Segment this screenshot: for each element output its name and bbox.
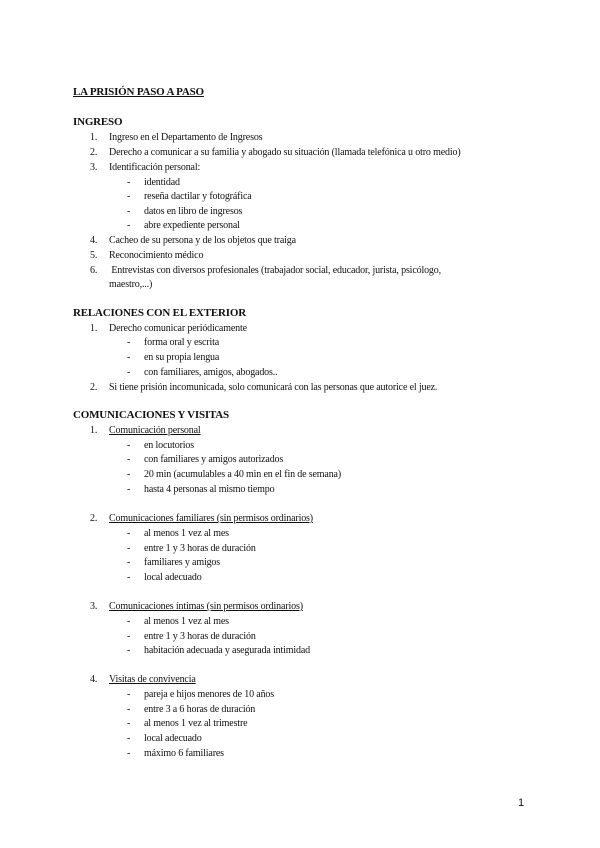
sub-item-text: local adecuado — [144, 572, 202, 583]
item-text: Ingreso en el Departamento de Ingresos — [109, 132, 263, 143]
sub-item-text: reseña dactilar y fotográfica — [144, 191, 252, 202]
dash-bullet: - — [127, 631, 131, 642]
item-number: 4. — [90, 235, 98, 246]
item-text: Si tiene prisión incomunicada, solo comunicará con las personas que autorice el juez. — [109, 382, 438, 393]
item-text: Derecho a comunicar a su familia y abogado su situación (llamada telefónica u otro medio) — [109, 147, 461, 158]
item-number: 5. — [90, 250, 98, 261]
item-text: Visitas de convivencia — [109, 674, 196, 685]
sub-item-text: máximo 6 familiares — [144, 748, 224, 759]
sub-item-text: identidad — [144, 177, 180, 188]
sub-item-text: 20 min (acumulables a 40 min en el fin de semana) — [144, 469, 342, 480]
dash-bullet: - — [127, 352, 131, 363]
item-number: 1. — [90, 425, 98, 436]
item-number: 2. — [90, 382, 98, 393]
sub-item-text: habitación adecuada y asegurada intimidad — [144, 645, 310, 656]
page-number: 1 — [518, 797, 525, 809]
item-text: Reconocimiento médico — [109, 250, 204, 261]
sub-item-text: local adecuado — [144, 733, 202, 744]
sub-item-text: en su propia lengua — [144, 352, 220, 363]
dash-bullet: - — [127, 748, 131, 759]
sub-item-text: pareja e hijos menores de 10 años — [144, 689, 275, 700]
document-title: LA PRISIÓN PASO A PASO — [73, 86, 204, 98]
item-text: Comunicación personal — [109, 425, 201, 436]
sub-item-text: forma oral y escrita — [144, 337, 220, 348]
item-number: 4. — [90, 674, 98, 685]
dash-bullet: - — [127, 718, 131, 729]
sub-item-text: al menos 1 vez al trimestre — [144, 718, 248, 729]
dash-bullet: - — [127, 733, 131, 744]
sub-item-text: con familiares y amigos autorizados — [144, 454, 284, 465]
sub-item-text: con familiares, amigos, abogados.. — [144, 367, 278, 378]
sub-item-text: al menos 1 vez al mes — [144, 616, 229, 627]
item-number: 1. — [90, 323, 98, 334]
sub-item-text: entre 1 y 3 horas de duración — [144, 543, 256, 554]
sub-item-text: entre 3 a 6 horas de duración — [144, 704, 256, 715]
sub-item-text: entre 1 y 3 horas de duración — [144, 631, 256, 642]
item-text-continuation: maestro,...) — [109, 279, 153, 290]
dash-bullet: - — [127, 220, 131, 231]
dash-bullet: - — [127, 440, 131, 451]
item-number: 1. — [90, 132, 98, 143]
item-number: 2. — [90, 147, 98, 158]
dash-bullet: - — [127, 557, 131, 568]
section-heading-relaciones: RELACIONES CON EL EXTERIOR — [73, 307, 246, 319]
dash-bullet: - — [127, 704, 131, 715]
item-text: Derecho comunicar periódicamente — [109, 323, 247, 334]
section-heading-comunicaciones: COMUNICACIONES Y VISITAS — [73, 409, 229, 421]
item-number: 6. — [90, 265, 98, 276]
dash-bullet: - — [127, 454, 131, 465]
dash-bullet: - — [127, 689, 131, 700]
dash-bullet: - — [127, 469, 131, 480]
item-text: Comunicaciones familiares (sin permisos ordinarios) — [109, 513, 313, 524]
sub-item-text: en locutorios — [144, 440, 194, 451]
item-text: Comunicaciones íntimas (sin permisos ordinarios) — [109, 601, 303, 612]
dash-bullet: - — [127, 191, 131, 202]
dash-bullet: - — [127, 645, 131, 656]
sub-item-text: datos en libro de ingresos — [144, 206, 243, 217]
section-heading-ingreso: INGRESO — [73, 116, 123, 128]
item-number: 3. — [90, 601, 98, 612]
item-text: Cacheo de su persona y de los objetos que traiga — [109, 235, 296, 246]
sub-item-text: al menos 1 vez al mes — [144, 528, 229, 539]
dash-bullet: - — [127, 572, 131, 583]
item-number: 2. — [90, 513, 98, 524]
sub-item-text: abre expediente personal — [144, 220, 240, 231]
dash-bullet: - — [127, 206, 131, 217]
dash-bullet: - — [127, 616, 131, 627]
item-number: 3. — [90, 162, 98, 173]
item-text: Entrevistas con diversos profesionales (trabajador social, educador, jurista, psicólogo, — [109, 265, 441, 276]
dash-bullet: - — [127, 177, 131, 188]
dash-bullet: - — [127, 367, 131, 378]
dash-bullet: - — [127, 484, 131, 495]
dash-bullet: - — [127, 543, 131, 554]
sub-item-text: hasta 4 personas al mismo tiempo — [144, 484, 275, 495]
dash-bullet: - — [127, 528, 131, 539]
sub-item-text: familiares y amigos — [144, 557, 221, 568]
item-text: Identificación personal: — [109, 162, 201, 173]
dash-bullet: - — [127, 337, 131, 348]
